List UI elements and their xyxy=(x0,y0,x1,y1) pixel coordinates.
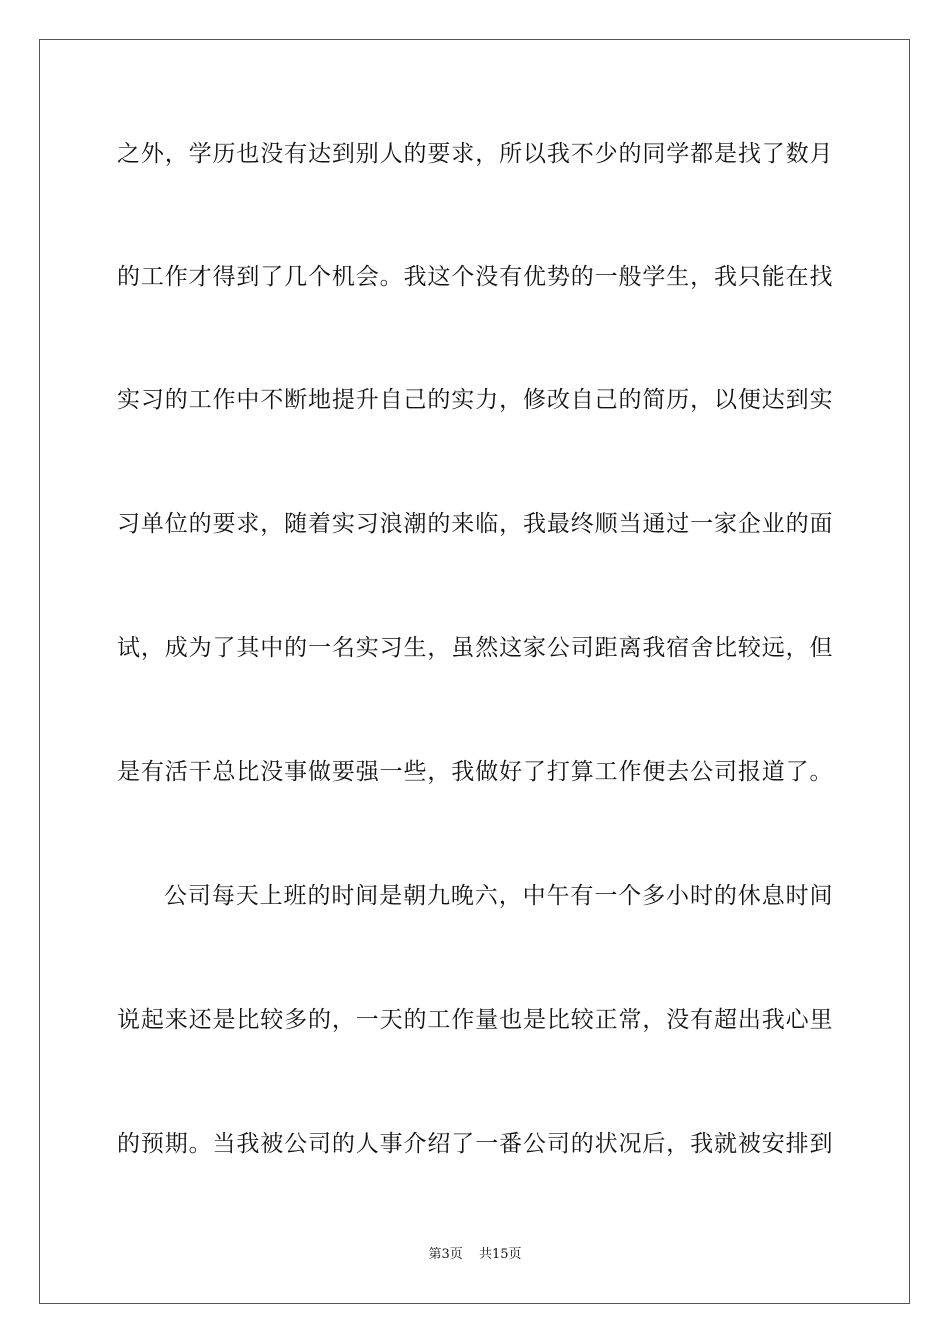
body-text-line: 的工作才得到了几个机会。我这个没有优势的一般学生，我只能在找 xyxy=(117,264,833,290)
body-text-line: 习单位的要求，随着实习浪潮的来临，我最终顺当通过一家企业的面 xyxy=(117,511,833,537)
body-text-line: 说起来还是比较多的，一天的工作量也是比较正常，没有超出我心里 xyxy=(117,1007,833,1033)
page-number: 第3页 xyxy=(428,1247,463,1262)
page-border xyxy=(39,39,910,1304)
body-text-line: 之外，学历也没有达到别人的要求，所以我不少的同学都是找了数月 xyxy=(117,141,833,167)
body-text-line: 试，成为了其中的一名实习生，虽然这家公司距离我宿舍比较远，但 xyxy=(117,635,833,661)
page-footer xyxy=(0,1246,950,1264)
body-text-line: 是有活干总比没事做要强一些，我做好了打算工作便去公司报道了。 xyxy=(117,759,833,785)
page-total: 共15页 xyxy=(478,1247,522,1262)
body-text-line: 实习的工作中不断地提升自己的实力，修改自己的简历，以便达到实 xyxy=(117,387,833,413)
paragraph-first-line: 公司每天上班的时间是朝九晚六，中午有一个多小时的休息时间 xyxy=(164,883,833,909)
body-text-line: 的预期。当我被公司的人事介绍了一番公司的状况后，我就被安排到 xyxy=(117,1131,833,1157)
